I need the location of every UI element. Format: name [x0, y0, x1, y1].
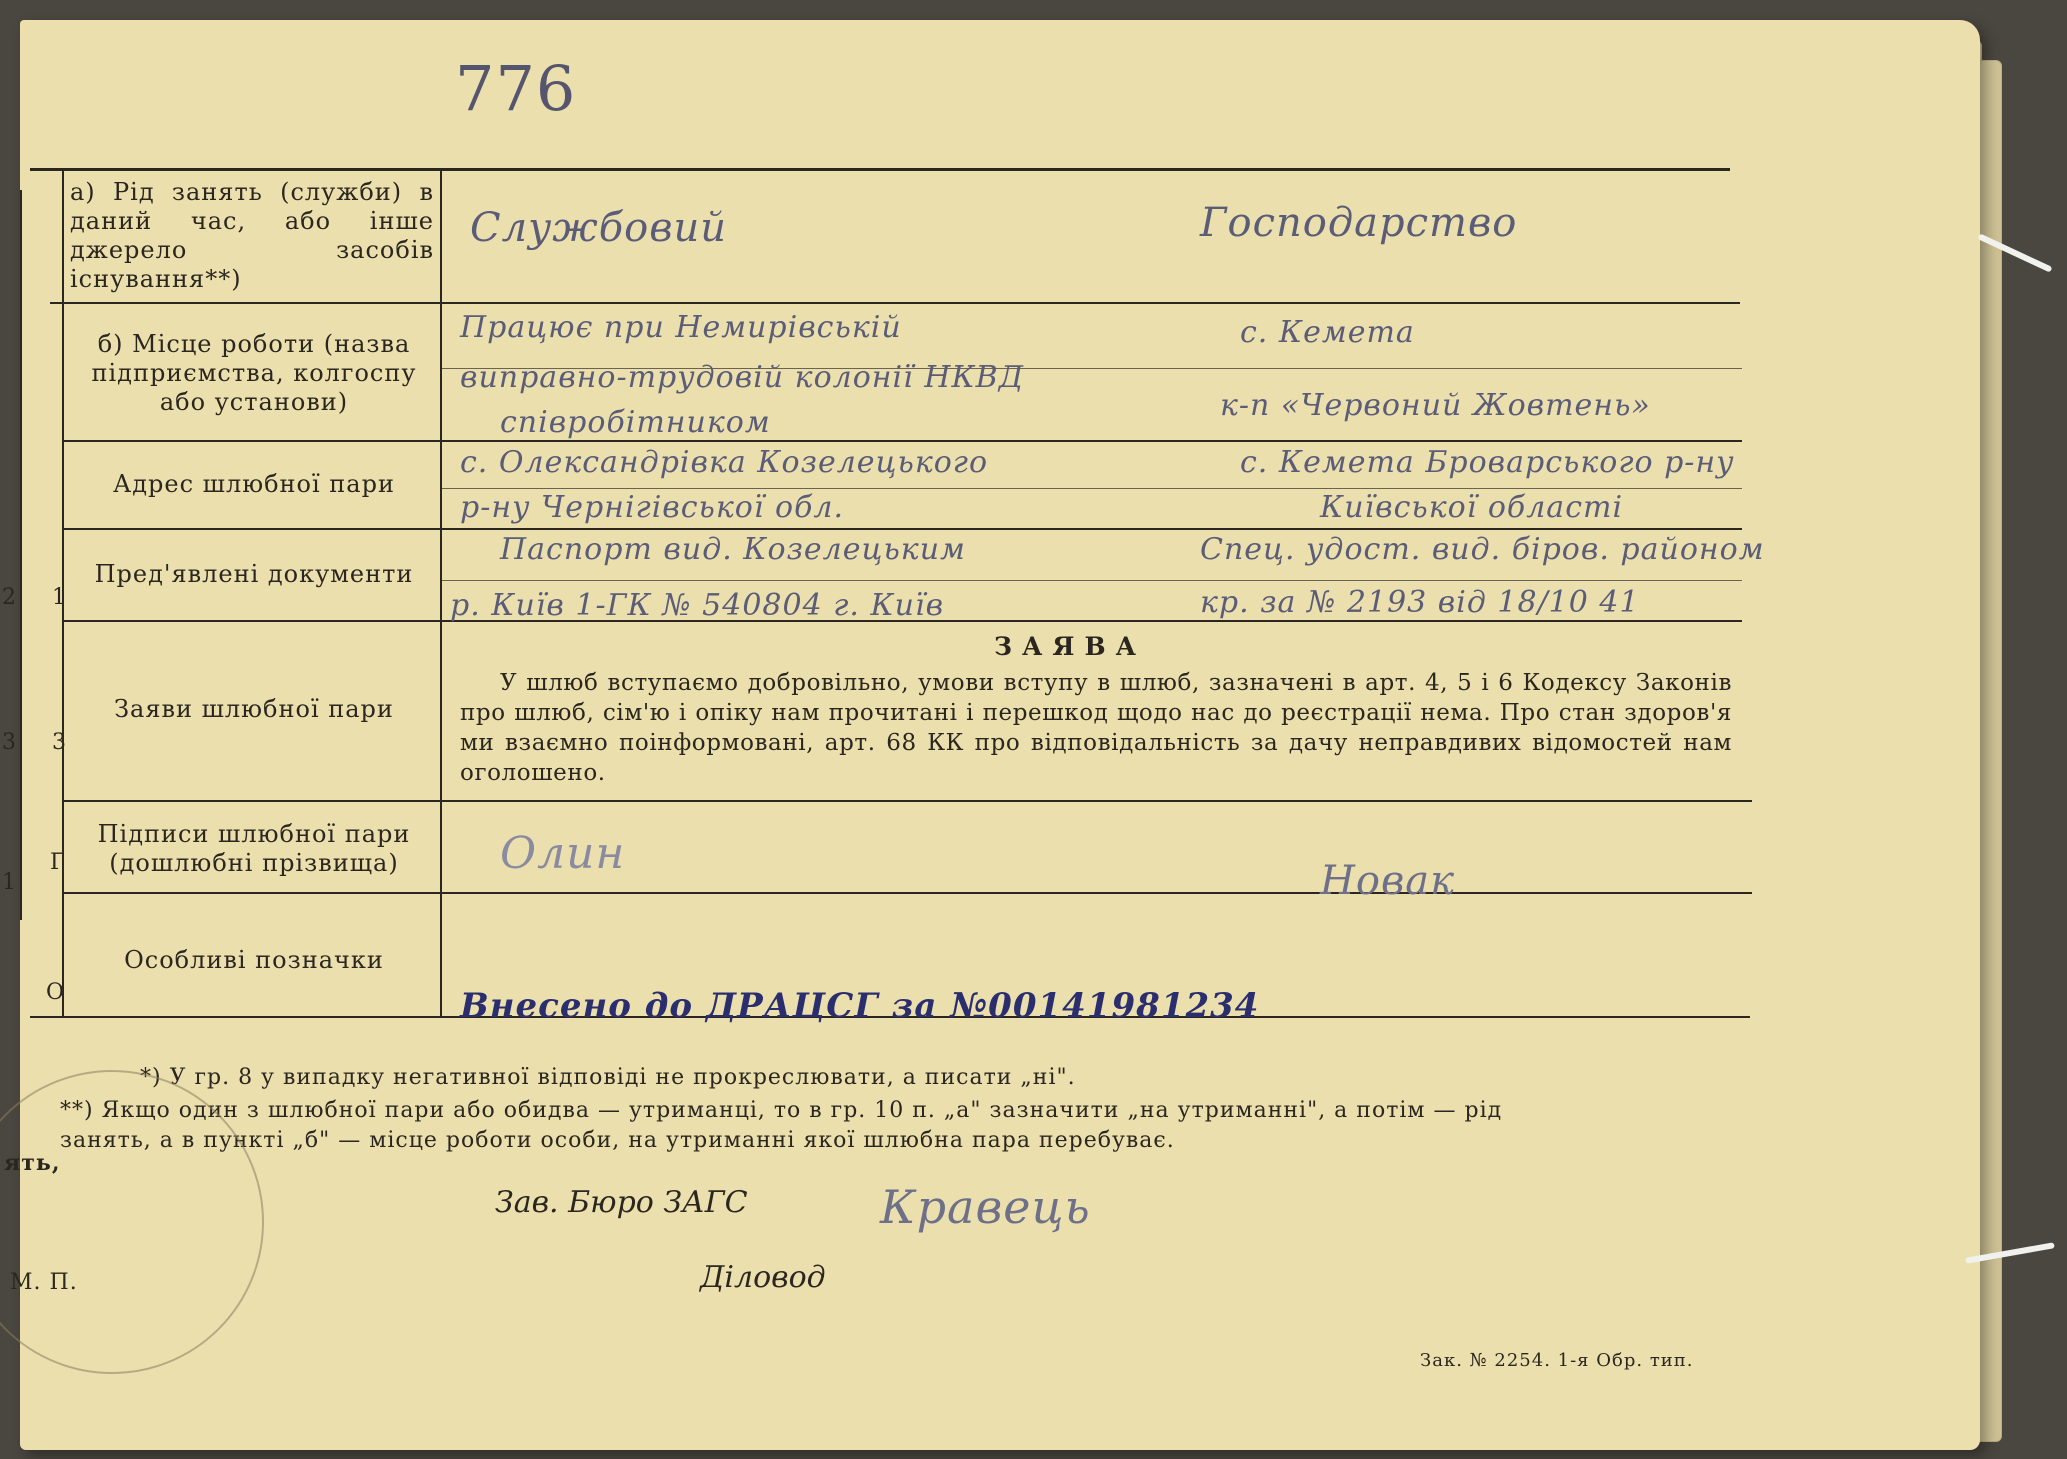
left-fragment-yat: ять, — [4, 1150, 61, 1176]
head-title: Зав. Бюро ЗАГС — [495, 1185, 748, 1220]
signature-right: Новак — [1320, 858, 1455, 904]
left-fragment-digit: 1 — [2, 870, 17, 895]
document-page — [2, 20, 1980, 1450]
row-divider — [62, 528, 1742, 530]
footnote-star1: *) У гр. 8 у випадку негативної відповіді не прокреслювати, а писати „ні". — [140, 1065, 1076, 1090]
workplace-right-line1: с. Кемета — [1240, 315, 1415, 350]
documents-right-line1: Спец. удост. вид. біров. районом — [1200, 532, 1765, 567]
clerk-title: Діловод — [700, 1260, 826, 1295]
workplace-right-line2: к-п «Червоний Жовтень» — [1220, 388, 1651, 423]
head-signature: Кравець — [880, 1180, 1091, 1234]
printer-mark: Зак. № 2254. 1-я Обр. тип. — [1420, 1350, 1694, 1371]
column-divider — [440, 168, 442, 1016]
column-divider — [20, 190, 22, 920]
address-left-line2: р-ну Чернігівської обл. — [460, 490, 845, 525]
row-label-statements: Заяви шлюбної пари — [114, 695, 394, 723]
row-label-occupation: а) Рід занять (служби) в даний час, або інше джерело засобів існування**) — [70, 178, 434, 293]
workplace-left-line3: співробітником — [500, 405, 771, 440]
workplace-left-line2: виправно-трудовій колонії НКВД — [460, 360, 1025, 395]
left-fragment-digit: Г — [50, 850, 66, 875]
statement-title: ЗАЯВА — [994, 632, 1146, 661]
guide-line — [442, 580, 1742, 581]
row-divider — [62, 800, 1752, 802]
table-top-line — [30, 168, 1730, 171]
documents-left-line2: р. Київ 1-ГК № 540804 г. Київ — [450, 588, 945, 623]
documents-left-line1: Паспорт вид. Козелецьким — [500, 532, 966, 567]
left-fragment-digit: 3 — [2, 730, 17, 755]
binding-thread — [1965, 1242, 2055, 1264]
row-divider — [50, 302, 1740, 304]
occupation-right-value: Господарство — [1200, 200, 1518, 246]
row-label-notes: Особливі позначки — [124, 946, 384, 974]
row-label-signatures: Підписи шлюбної пари (дошлюбні прізвища) — [97, 820, 411, 877]
row-divider — [62, 440, 1742, 442]
stamp-mp-label: М. П. — [10, 1270, 78, 1295]
address-right-line2: Київської області — [1320, 490, 1624, 525]
occupation-left-value: Службовий — [470, 205, 728, 251]
left-fragment-digit: 2 — [2, 585, 17, 610]
row-divider — [62, 892, 1752, 894]
left-fragment-digit: 1 — [52, 585, 67, 610]
address-right-line1: с. Кемета Броварського р-ну — [1240, 445, 1735, 480]
documents-right-line2: кр. за № 2193 від 18/10 41 — [1200, 585, 1640, 620]
row-label-workplace: б) Місце роботи (назва підприємства, колгоспу або установи) — [91, 330, 417, 416]
guide-line — [442, 488, 1742, 489]
archive-number: 776 — [455, 52, 577, 125]
left-fragment-digit: О — [46, 980, 66, 1005]
footnote-star2-line2: занять, а в пункті „б" — місце роботи особи, на утриманні якої шлюбна пара перебуває. — [60, 1128, 1175, 1153]
signature-left: Олин — [500, 828, 626, 879]
row-label-address: Адрес шлюбної пари — [113, 470, 395, 498]
workplace-left-line1: Працює при Немирівській — [460, 310, 902, 345]
statement-text: У шлюб вступаємо добровільно, умови вступу в шлюб, зазначені в арт. 4, 5 і 6 Кодексу Законів про шлюб, сім'ю і опіку нам прочитані і перешкод щодо нас до реєстрації нема. Про стан здоров'я ми взаємно поінформовані, арт. 68 КК про відповідальність за дачу неправдивих відомостей нам оголошено. — [460, 670, 1732, 786]
row-label-documents: Пред'явлені документи — [94, 560, 414, 588]
left-fragment-digit: 3 — [52, 730, 67, 755]
footnote-star2-line1: **) Якщо один з шлюбної пари або обидва — утриманці, то в гр. 10 п. „а" зазначити „на утриманні", а потім — рід — [60, 1098, 1503, 1123]
notes-value: Внесено до ДРАЦСГ за №00141981234 — [460, 986, 1260, 1026]
address-left-line1: с. Олександрівка Козелецького — [460, 445, 989, 480]
